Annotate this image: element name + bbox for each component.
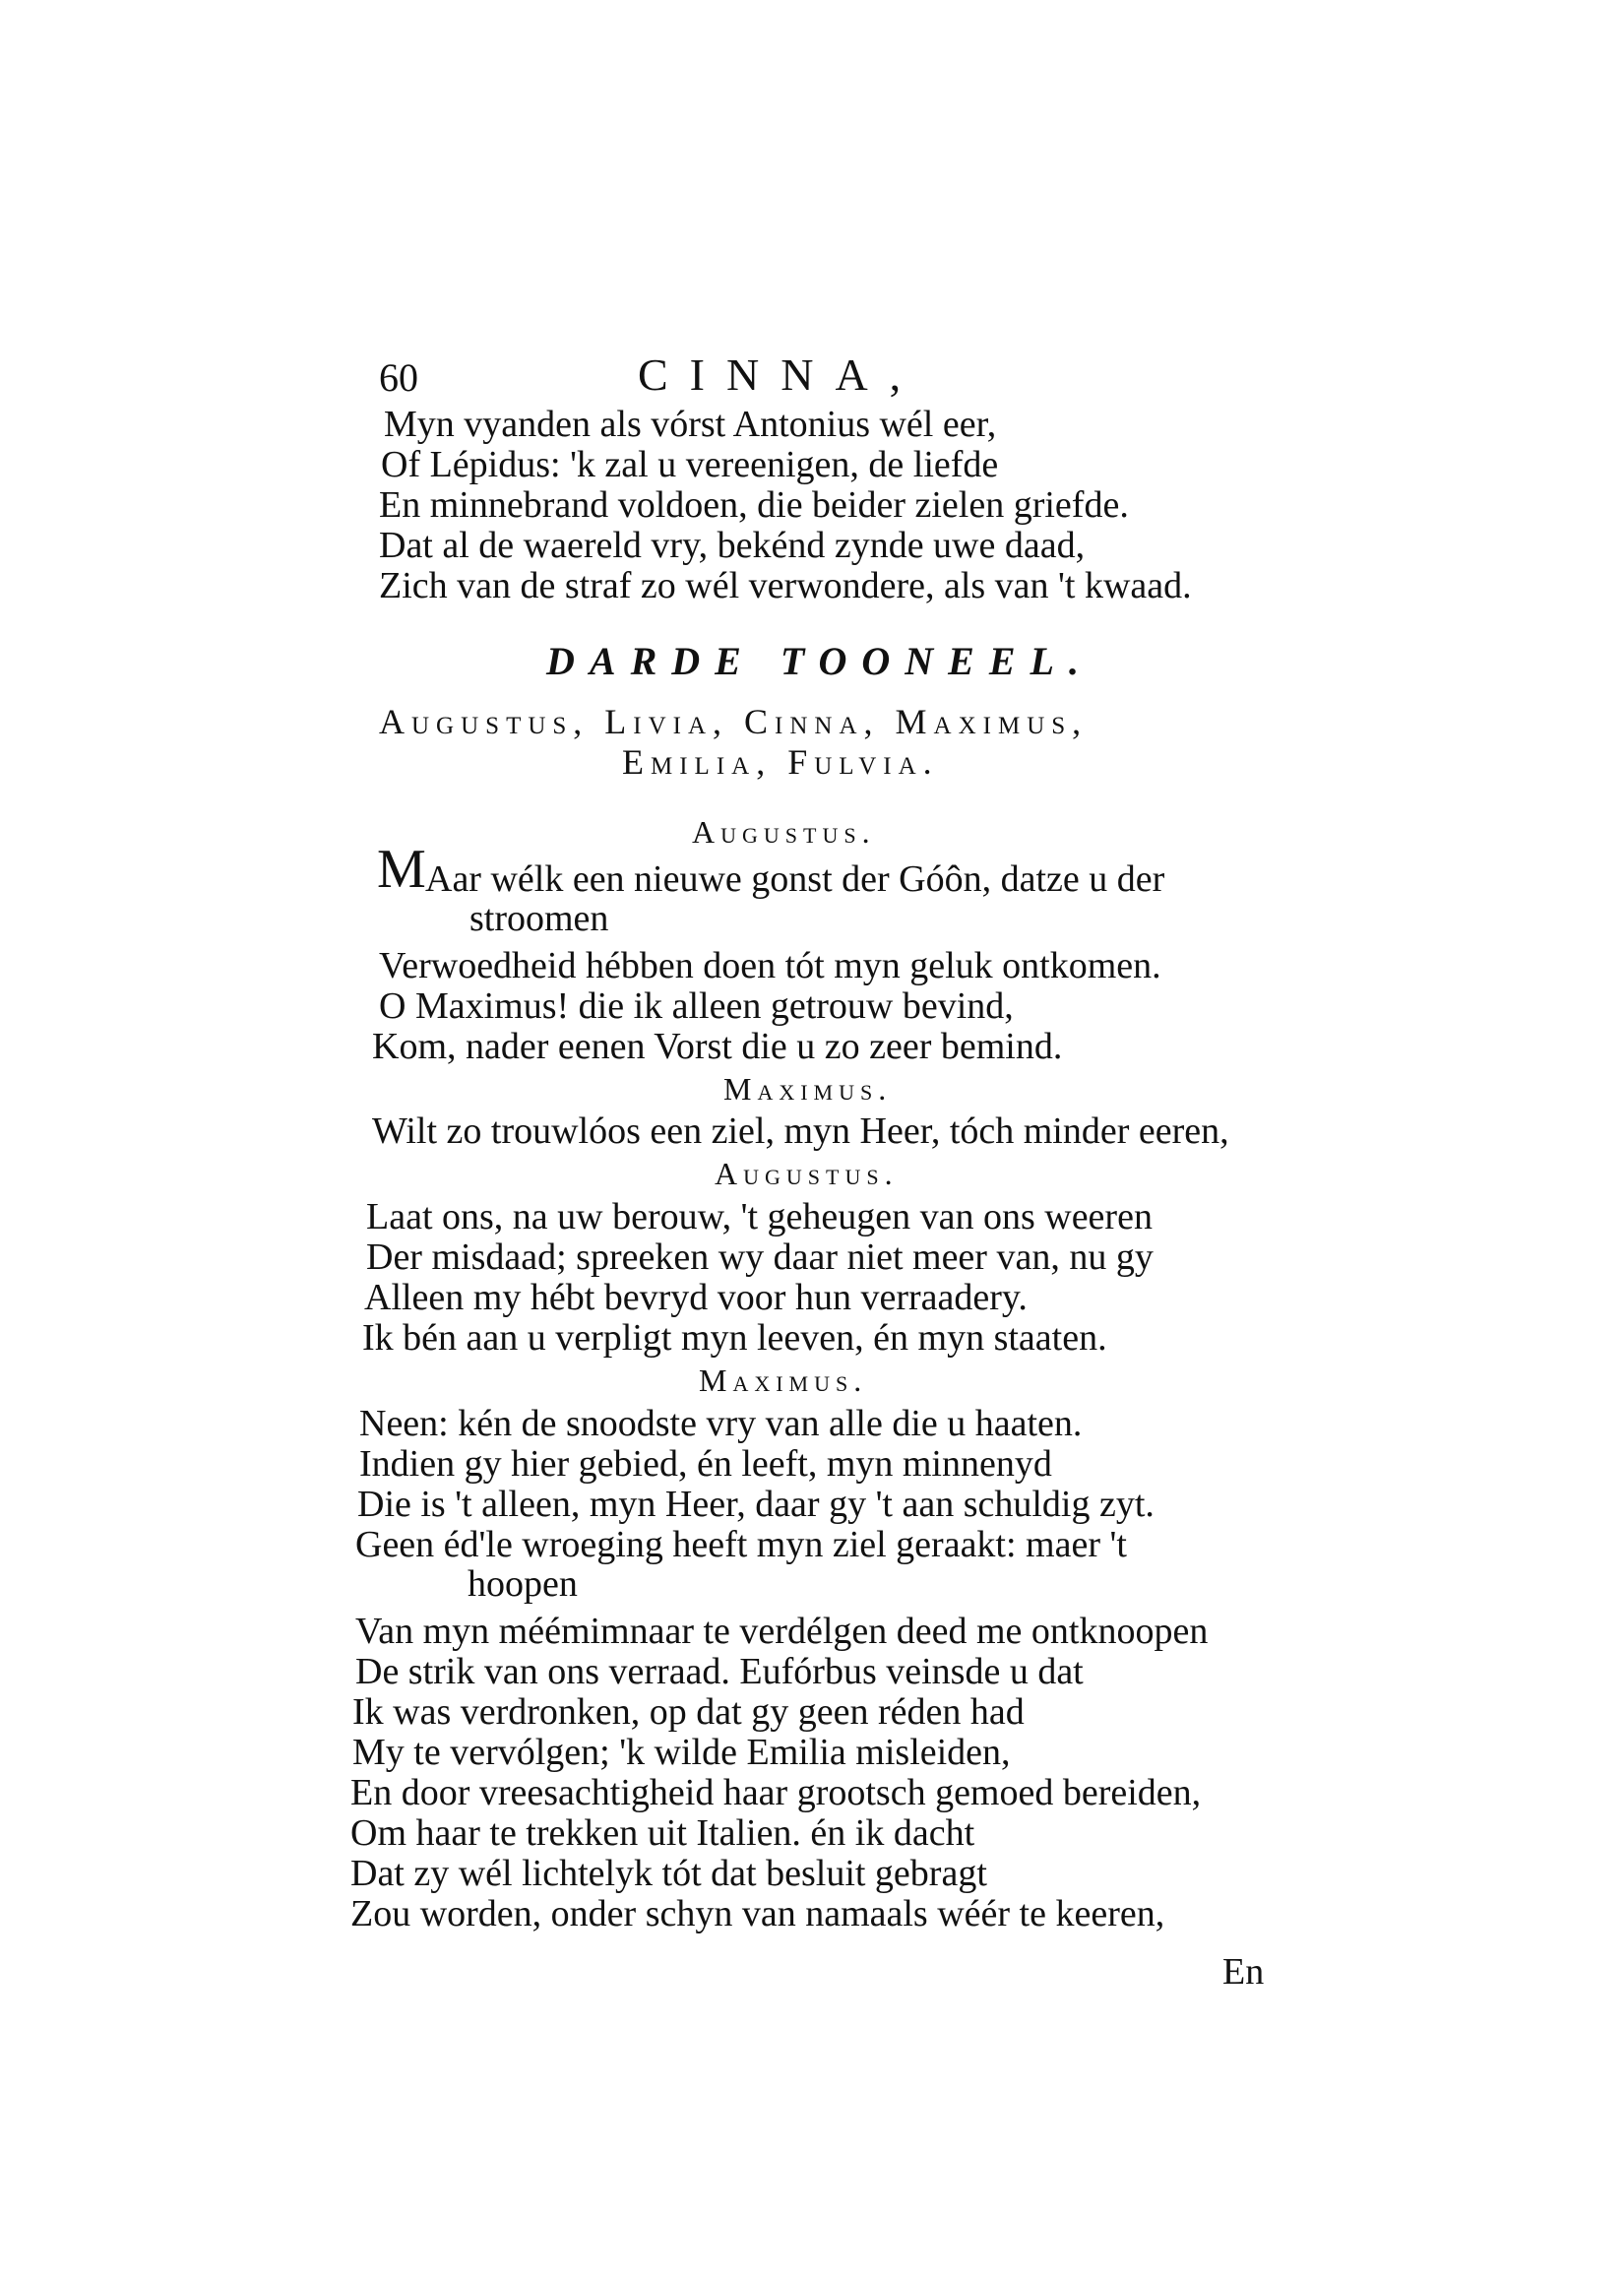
cast-list-line: Augustus, Livia, Cinna, Maximus, [379, 702, 1089, 741]
speaker-heading: Maximus. [723, 1071, 893, 1107]
verse-line: Om haar te trekken uit Italien. én ik dacht [350, 1812, 975, 1854]
verse-line: Der misdaad; spreeken wy daar niet meer van, nu gy [366, 1236, 1154, 1278]
verse-line: Dat al de waereld vry, bekénd zynde uwe daad, [379, 525, 1086, 566]
verse-line: Of Lépidus: 'k zal u vereenigen, de liefde [381, 444, 999, 485]
verse-line: Myn vyanden als vórst Antonius wél eer, [384, 404, 997, 445]
verse-line: Indien gy hier gebied, én leeft, myn minnenyd [359, 1443, 1052, 1485]
speaker-heading: Augustus. [692, 814, 876, 850]
verse-turnover: hoopen [468, 1563, 578, 1605]
verse-line: Dat zy wél lichtelyk tót dat besluit gebragt [350, 1853, 987, 1894]
verse-line: Kom, nader eenen Vorst die u zo zeer bemind. [372, 1026, 1063, 1067]
verse-turnover: stroomen [469, 898, 609, 939]
verse-line: Van myn méémimnaar te verdélgen deed me ontknoopen [355, 1611, 1209, 1652]
verse-line: Aar wélk een nieuwe gonst der Góôn, datze u der [425, 858, 1165, 900]
verse-line: Laat ons, na uw berouw, 't geheugen van ons weeren [366, 1196, 1153, 1237]
verse-line: En minnebrand voldoen, die beider zielen griefde. [379, 484, 1129, 526]
scene-title: DARDE TOONEEL. [546, 639, 1093, 683]
page-number: 60 [379, 355, 418, 400]
verse-line: Wilt zo trouwlóos een ziel, myn Heer, tóch minder eeren, [372, 1110, 1229, 1152]
verse-line: Ik bén aan u verpligt myn leeven, én myn staaten. [362, 1317, 1107, 1359]
running-title: CINNA, [638, 349, 923, 400]
speaker-heading: Augustus. [715, 1156, 899, 1191]
speaker-heading: Maximus. [699, 1362, 868, 1398]
verse-line: Zou worden, onder schyn van namaals wéér te keeren, [350, 1893, 1165, 1934]
verse-line: Alleen my hébt bevryd voor hun verraadery. [364, 1277, 1028, 1318]
verse-line: Ik was verdronken, op dat gy geen réden had [352, 1691, 1025, 1733]
verse-line: Verwoedheid hébben doen tót myn geluk ontkomen. [379, 945, 1161, 986]
drop-cap: M [377, 839, 426, 900]
verse-line: Die is 't alleen, myn Heer, daar gy 't aan schuldig zyt. [357, 1484, 1155, 1525]
verse-line: De strik van ons verraad. Eufórbus veinsde u dat [355, 1651, 1084, 1692]
verse-line: Zich van de straf zo wél verwondere, als van 't kwaad. [379, 565, 1192, 606]
verse-line: Geen éd'le wroeging heeft myn ziel geraakt: maer 't [355, 1524, 1127, 1565]
verse-line: En door vreesachtigheid haar grootsch gemoed bereiden, [350, 1772, 1202, 1813]
verse-line: Neen: kén de snoodste vry van alle die u haaten. [359, 1403, 1083, 1444]
verse-line: My te vervólgen; 'k wilde Emilia misleiden, [352, 1732, 1011, 1773]
verse-line: O Maximus! die ik alleen getrouw bevind, [379, 985, 1014, 1027]
cast-list-line: Emilia, Fulvia. [622, 742, 939, 782]
catchword: En [1222, 1951, 1265, 1993]
